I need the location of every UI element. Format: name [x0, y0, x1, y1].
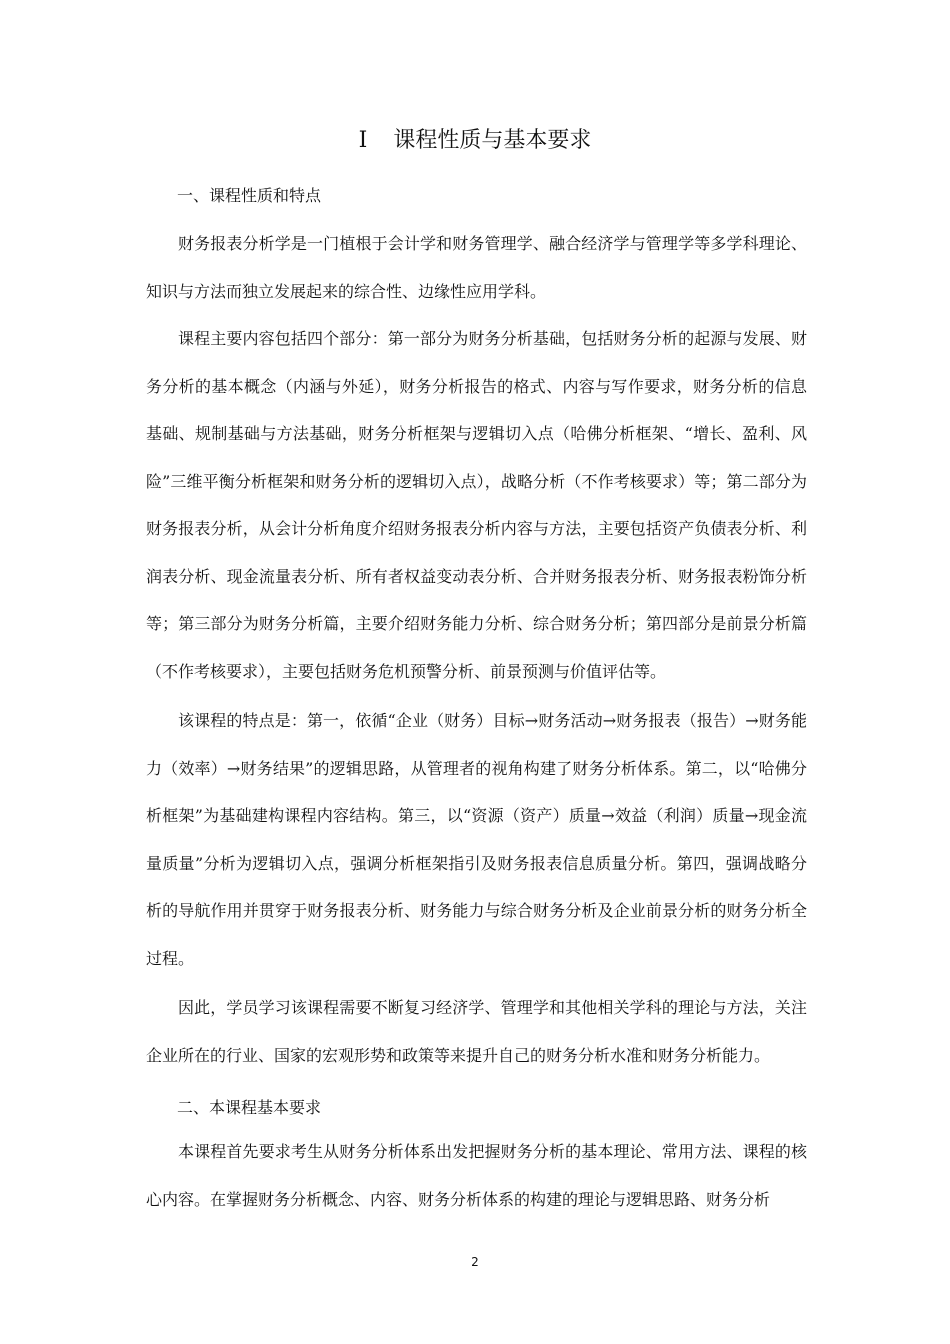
section-heading-1: 一、课程性质和特点: [177, 186, 322, 205]
section-heading-2: 二、本课程基本要求: [177, 1098, 322, 1117]
chapter-number: Ⅰ: [358, 128, 368, 153]
paragraph-5: 本课程首先要求考生从财务分析体系出发把握财务分析的基本理论、常用方法、课程的核心内容。在掌握财务分析概念、内容、财务分析体系的构建的理论与逻辑思路、财务分析: [146, 1142, 807, 1209]
paragraph-1: 财务报表分析学是一门植根于会计学和财务管理学、融合经济学与管理学等多学科理论、知识与方法而独立发展起来的综合性、边缘性应用学科。: [146, 234, 807, 301]
page-title: [0, 126, 950, 156]
page-number: 2: [471, 1255, 479, 1269]
paragraph-4: 因此，学员学习该课程需要不断复习经济学、管理学和其他相关学科的理论与方法，关注企业所在的行业、国家的宏观形势和政策等来提升自己的财务分析水准和财务分析能力。: [146, 998, 807, 1065]
paragraph-3: 该课程的特点是：第一，依循“企业（财务）目标→财务活动→财务报表（报告）→财务能力（效率）→财务结果”的逻辑思路，从管理者的视角构建了财务分析体系。第二，以“哈佛分析框架”为基础建构课程内容结构。第三，以“资源（资产）质量→效益（利润）质量→现金流量质量”分析为逻辑切入点，强调分析框架指引及财务报表信息质量分析。第四，强调战略分析的导航作用并贯穿于财务报表分析、财务能力与综合财务分析及企业前景分析的财务分析全过程。: [146, 711, 807, 968]
paragraph-2: 课程主要内容包括四个部分：第一部分为财务分析基础，包括财务分析的起源与发展、财务分析的基本概念（内涵与外延），财务分析报告的格式、内容与写作要求，财务分析的信息基础、规制基础与方法基础，财务分析框架与逻辑切入点（哈佛分析框架、“增长、盈利、风险”三维平衡分析框架和财务分析的逻辑切入点），战略分析（不作考核要求）等；第二部分为财务报表分析，从会计分析角度介绍财务报表分析内容与方法，主要包括资产负债表分析、利润表分析、现金流量表分析、所有者权益变动表分析、合并财务报表分析、财务报表粉饰分析等；第三部分为财务分析篇，主要介绍财务能力分析、综合财务分析；第四部分是前景分析篇（不作考核要求），主要包括财务危机预警分析、前景预测与价值评估等。: [146, 329, 807, 681]
chapter-title: 课程性质与基本要求: [393, 128, 592, 153]
